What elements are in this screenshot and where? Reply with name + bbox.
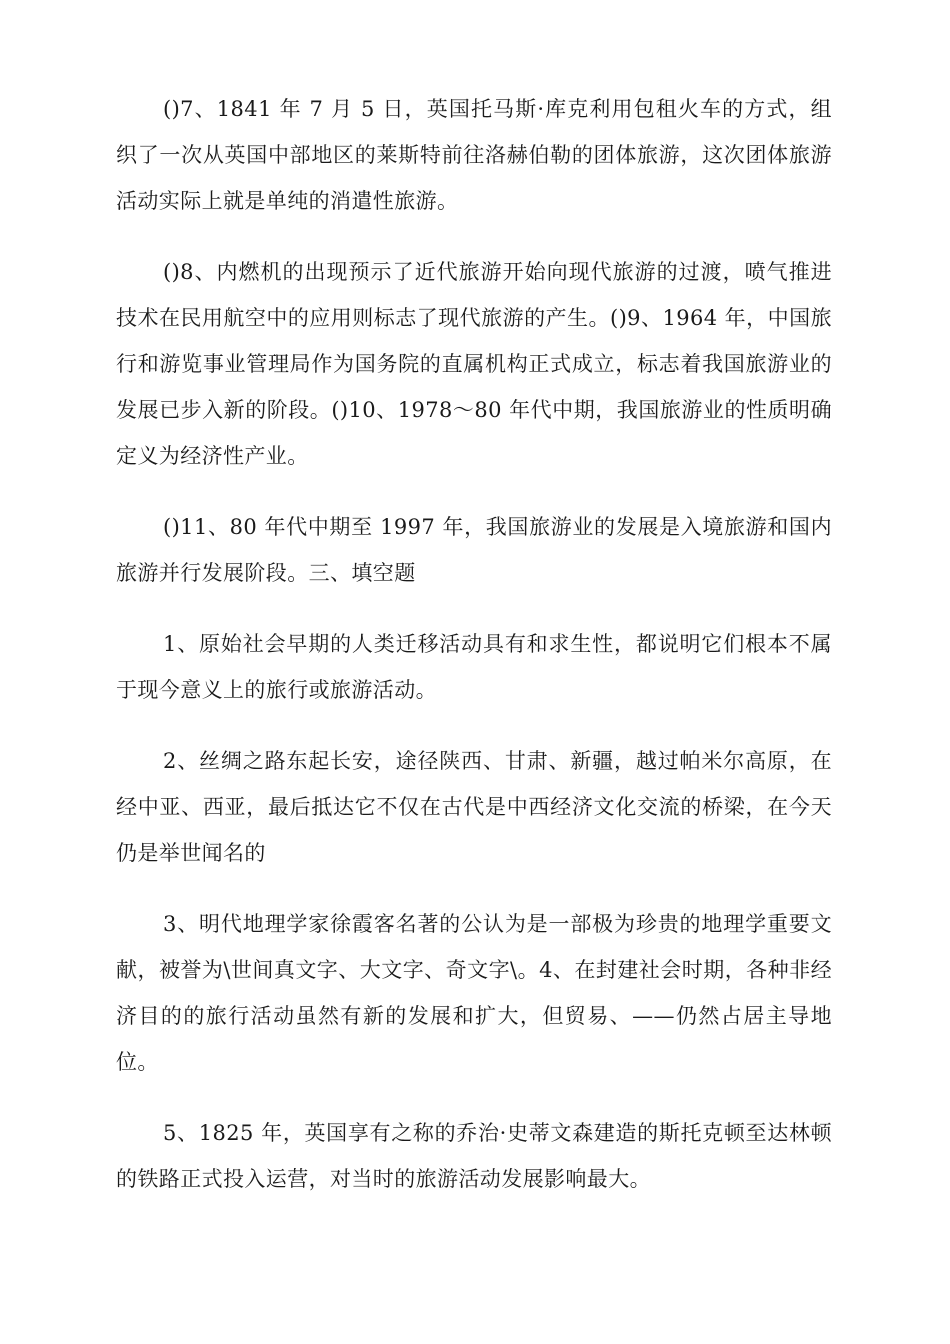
paragraph-fill-blank-2: 2、丝绸之路东起长安，途径陕西、甘肃、新疆，越过帕米尔高原，在经中亚、西亚，最后抵达它不仅在古代是中西经济文化交流的桥梁，在今天仍是举世闻名的 <box>116 749 832 865</box>
paragraph-fill-blank-5: 5、1825 年，英国享有之称的乔治·史蒂文森建造的斯托克顿至达林顿的铁路正式投入运营，对当时的旅游活动发展影响最大。 <box>116 1121 832 1191</box>
paragraph-question-11: ()11、80 年代中期至 1997 年，我国旅游业的发展是入境旅游和国内旅游并行发展阶段。三、填空题 <box>116 515 832 585</box>
document-body <box>116 86 832 1227</box>
paragraph-fill-blank-1: 1、原始社会早期的人类迁移活动具有和求生性，都说明它们根本不属于现今意义上的旅行或旅游活动。 <box>116 632 832 702</box>
paragraph-question-7: ()7、1841 年 7 月 5 日，英国托马斯·库克利用包租火车的方式，组织了一次从英国中部地区的莱斯特前往洛赫伯勒的团体旅游，这次团体旅游活动实际上就是单纯的消遣性旅游。 <box>116 97 832 213</box>
paragraph-questions-8-10: ()8、内燃机的出现预示了近代旅游开始向现代旅游的过渡，喷气推进技术在民用航空中的应用则标志了现代旅游的产生。()9、1964 年，中国旅行和游览事业管理局作为国务院的直属机构正式成立，标志着我国旅游业的发展已步入新的阶段。()10、1978～80 年代中期，我国旅游业的性质明确定义为经济性产业。 <box>116 260 832 468</box>
paragraph-fill-blank-3-4: 3、明代地理学家徐霞客名著的公认为是一部极为珍贵的地理学重要文献，被誉为\世间真文字、大文字、奇文字\。4、在封建社会时期，各种非经济目的的旅行活动虽然有新的发展和扩大，但贸易、——仍然占居主导地位。 <box>116 912 832 1074</box>
